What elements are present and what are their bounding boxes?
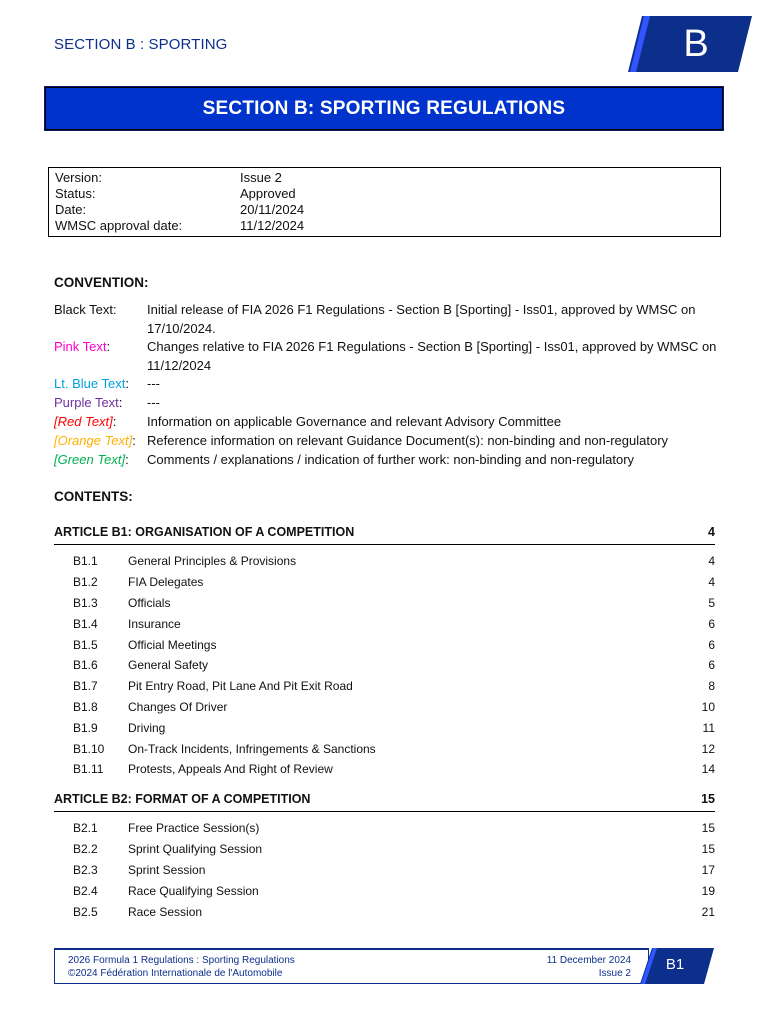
- footer-copyright: ©2024 Fédération Internationale de l'Automobile: [68, 968, 283, 979]
- toc-item-page: 19: [701, 883, 715, 898]
- toc-item[interactable]: [54, 676, 715, 697]
- green-label: [Green Text]: [54, 452, 126, 467]
- toc-article-b1: [54, 525, 715, 780]
- toc-item-number: B1.1: [73, 554, 98, 569]
- convention-label: [54, 431, 147, 450]
- toc-item[interactable]: [54, 860, 715, 881]
- toc-item-list: [54, 545, 715, 780]
- contents-heading: CONTENTS:: [54, 489, 133, 504]
- label-sep: :: [118, 395, 123, 410]
- toc-item-number: B1.3: [73, 595, 98, 610]
- info-key: WMSC approval date:: [55, 218, 183, 233]
- toc-item-page: 10: [701, 699, 715, 714]
- toc-item-title: Pit Entry Road, Pit Lane And Pit Exit Road: [128, 679, 353, 694]
- toc-item-page: 6: [708, 616, 715, 631]
- label-sep: :: [112, 414, 117, 429]
- convention-desc: Initial release of FIA 2026 F1 Regulations - Section B [Sporting] - Iss01, approved by WMSC on 17/10/2024.: [147, 302, 696, 336]
- toc-item-title: Official Meetings: [128, 637, 217, 652]
- toc-item-number: B2.3: [73, 862, 98, 877]
- footer-issue: Issue 2: [598, 968, 631, 979]
- convention-label: [54, 337, 147, 374]
- footer-title: 2026 Formula 1 Regulations : Sporting Regulations: [68, 955, 295, 966]
- convention-desc: Comments / explanations / indication of further work: non-binding and non-regulatory: [147, 452, 635, 467]
- section-label: SECTION B : SPORTING: [54, 36, 228, 53]
- page-title: SECTION B: SPORTING REGULATIONS: [202, 97, 566, 119]
- convention-desc: Changes relative to FIA 2026 F1 Regulations - Section B [Sporting] - Iss01, approved by WMSC on 11/12/2024: [147, 339, 717, 373]
- toc-item[interactable]: [54, 818, 715, 839]
- toc-item-title: FIA Delegates: [128, 575, 204, 590]
- page-footer: [54, 948, 714, 984]
- convention-heading: CONVENTION:: [54, 275, 149, 290]
- info-value: 11/12/2024: [240, 218, 305, 233]
- toc-item-title: Protests, Appeals And Right of Review: [128, 762, 333, 777]
- info-row-version: [55, 170, 720, 186]
- toc-item-number: B2.4: [73, 883, 98, 898]
- convention-row-lt-blue: [54, 374, 724, 393]
- label-sep: :: [132, 433, 136, 448]
- convention-row-red: [54, 412, 724, 431]
- toc-item-title: Race Qualifying Session: [128, 883, 259, 898]
- footer-box: [54, 948, 649, 984]
- toc-item-number: B1.8: [73, 699, 98, 714]
- toc-item[interactable]: [54, 634, 715, 655]
- convention-desc: Reference information on relevant Guidance Document(s): non-binding and non-regulatory: [147, 433, 669, 448]
- toc-item-number: B1.5: [73, 637, 98, 652]
- toc-item-title: Free Practice Session(s): [128, 821, 260, 836]
- toc-item[interactable]: [54, 880, 715, 901]
- toc-item-page: 21: [701, 904, 715, 919]
- footer-left: [68, 954, 295, 980]
- convention-row-green: [54, 450, 724, 469]
- convention-row-purple: [54, 393, 724, 412]
- convention-desc: ---: [147, 395, 160, 410]
- lt-blue-label: Lt. Blue Text: [54, 376, 126, 391]
- toc-item[interactable]: [54, 613, 715, 634]
- convention-label: [54, 374, 147, 393]
- toc-item-title: Insurance: [128, 616, 181, 631]
- toc-item-number: B1.11: [73, 762, 104, 777]
- info-value: Issue 2: [240, 170, 282, 185]
- toc-item-number: B1.2: [73, 575, 98, 590]
- toc-item-title: Sprint Qualifying Session: [128, 842, 263, 857]
- toc-article-page: 15: [701, 792, 715, 806]
- pink-label: Pink Text: [54, 339, 107, 354]
- convention-desc: ---: [147, 376, 160, 391]
- toc-item[interactable]: [54, 759, 715, 780]
- toc-item-title: General Safety: [128, 658, 209, 673]
- toc-item[interactable]: [54, 738, 715, 759]
- info-row-approval-date: [55, 218, 720, 234]
- toc-item[interactable]: [54, 655, 715, 676]
- toc-item-title: Race Session: [128, 904, 203, 919]
- toc-item-number: B1.10: [73, 741, 105, 756]
- convention-label: [54, 450, 147, 469]
- red-label: [Red Text]: [54, 414, 113, 429]
- toc-item-number: B1.6: [73, 658, 98, 673]
- toc-item-page: 11: [702, 720, 715, 735]
- toc-item[interactable]: [54, 901, 715, 922]
- label-sep: :: [125, 452, 129, 467]
- toc-item-title: Officials: [128, 595, 171, 610]
- convention-list: [54, 300, 724, 469]
- convention-row-black: [54, 300, 724, 337]
- purple-label: Purple Text: [54, 395, 119, 410]
- toc-item-page: 6: [708, 637, 715, 652]
- toc-item[interactable]: [54, 697, 715, 718]
- footer-date: 11 December 2024: [546, 955, 631, 966]
- info-row-date: [55, 202, 720, 218]
- orange-label: [Orange Text]: [54, 433, 133, 448]
- toc-article-link[interactable]: [54, 792, 715, 812]
- page-number: B1: [665, 956, 685, 973]
- footer-right: [475, 954, 631, 980]
- page-number-tab: [640, 948, 714, 984]
- document-info-table: [48, 167, 721, 237]
- toc-item-page: 12: [701, 741, 715, 756]
- convention-label: Black Text:: [54, 302, 117, 317]
- badge-letter: B: [683, 23, 709, 65]
- convention-row-pink: [54, 337, 724, 374]
- label-sep: :: [125, 376, 129, 391]
- toc-item[interactable]: [54, 717, 715, 738]
- info-value: 20/11/2024: [240, 202, 305, 217]
- toc-article-title: ARTICLE B2: FORMAT OF A COMPETITION: [54, 792, 311, 806]
- toc-item-page: 15: [701, 821, 715, 836]
- toc-item-list: [54, 812, 715, 922]
- toc-item-title: On-Track Incidents, Infringements & Sanctions: [128, 741, 376, 756]
- toc-article-page: 4: [708, 525, 715, 539]
- toc-item-page: 6: [708, 658, 715, 673]
- toc-item-page: 4: [708, 554, 715, 569]
- toc-article-b2: [54, 792, 715, 922]
- toc-item-number: B1.9: [73, 720, 98, 735]
- toc-item[interactable]: [54, 572, 715, 593]
- section-badge: [628, 16, 752, 72]
- toc-item-number: B2.5: [73, 904, 98, 919]
- toc-item[interactable]: [54, 839, 715, 860]
- toc-item[interactable]: [54, 551, 715, 572]
- info-key: Date:: [55, 202, 87, 217]
- toc-item-number: B1.7: [73, 679, 98, 694]
- toc-item-title: General Principles & Provisions: [128, 554, 297, 569]
- info-key: Version:: [55, 170, 102, 185]
- toc-item-page: 8: [708, 679, 715, 694]
- toc-article-title: ARTICLE B1: ORGANISATION OF A COMPETITION: [54, 525, 355, 539]
- toc-item-number: B1.4: [73, 616, 98, 631]
- info-value: Approved: [240, 186, 296, 201]
- info-key: Status:: [55, 186, 96, 201]
- toc-item-page: 17: [701, 862, 715, 877]
- toc-item-title: Sprint Session: [128, 862, 206, 877]
- info-row-status: [55, 186, 720, 202]
- toc-item-title: Changes Of Driver: [128, 699, 228, 714]
- toc-item-page: 14: [701, 762, 715, 777]
- convention-row-orange: [54, 431, 724, 450]
- convention-desc: Information on applicable Governance and relevant Advisory Committee: [147, 414, 562, 429]
- page-title-bar: [44, 86, 724, 131]
- toc-item-number: B2.2: [73, 842, 98, 857]
- toc-article-link[interactable]: [54, 525, 715, 545]
- toc-item-page: 5: [708, 595, 715, 610]
- toc-item[interactable]: [54, 593, 715, 614]
- toc-item-title: Driving: [128, 720, 166, 735]
- toc-item-number: B2.1: [73, 821, 98, 836]
- toc-item-page: 15: [701, 842, 715, 857]
- convention-label: [54, 412, 147, 431]
- label-sep: :: [106, 339, 111, 354]
- convention-label: [54, 393, 147, 412]
- toc-item-page: 4: [708, 575, 715, 590]
